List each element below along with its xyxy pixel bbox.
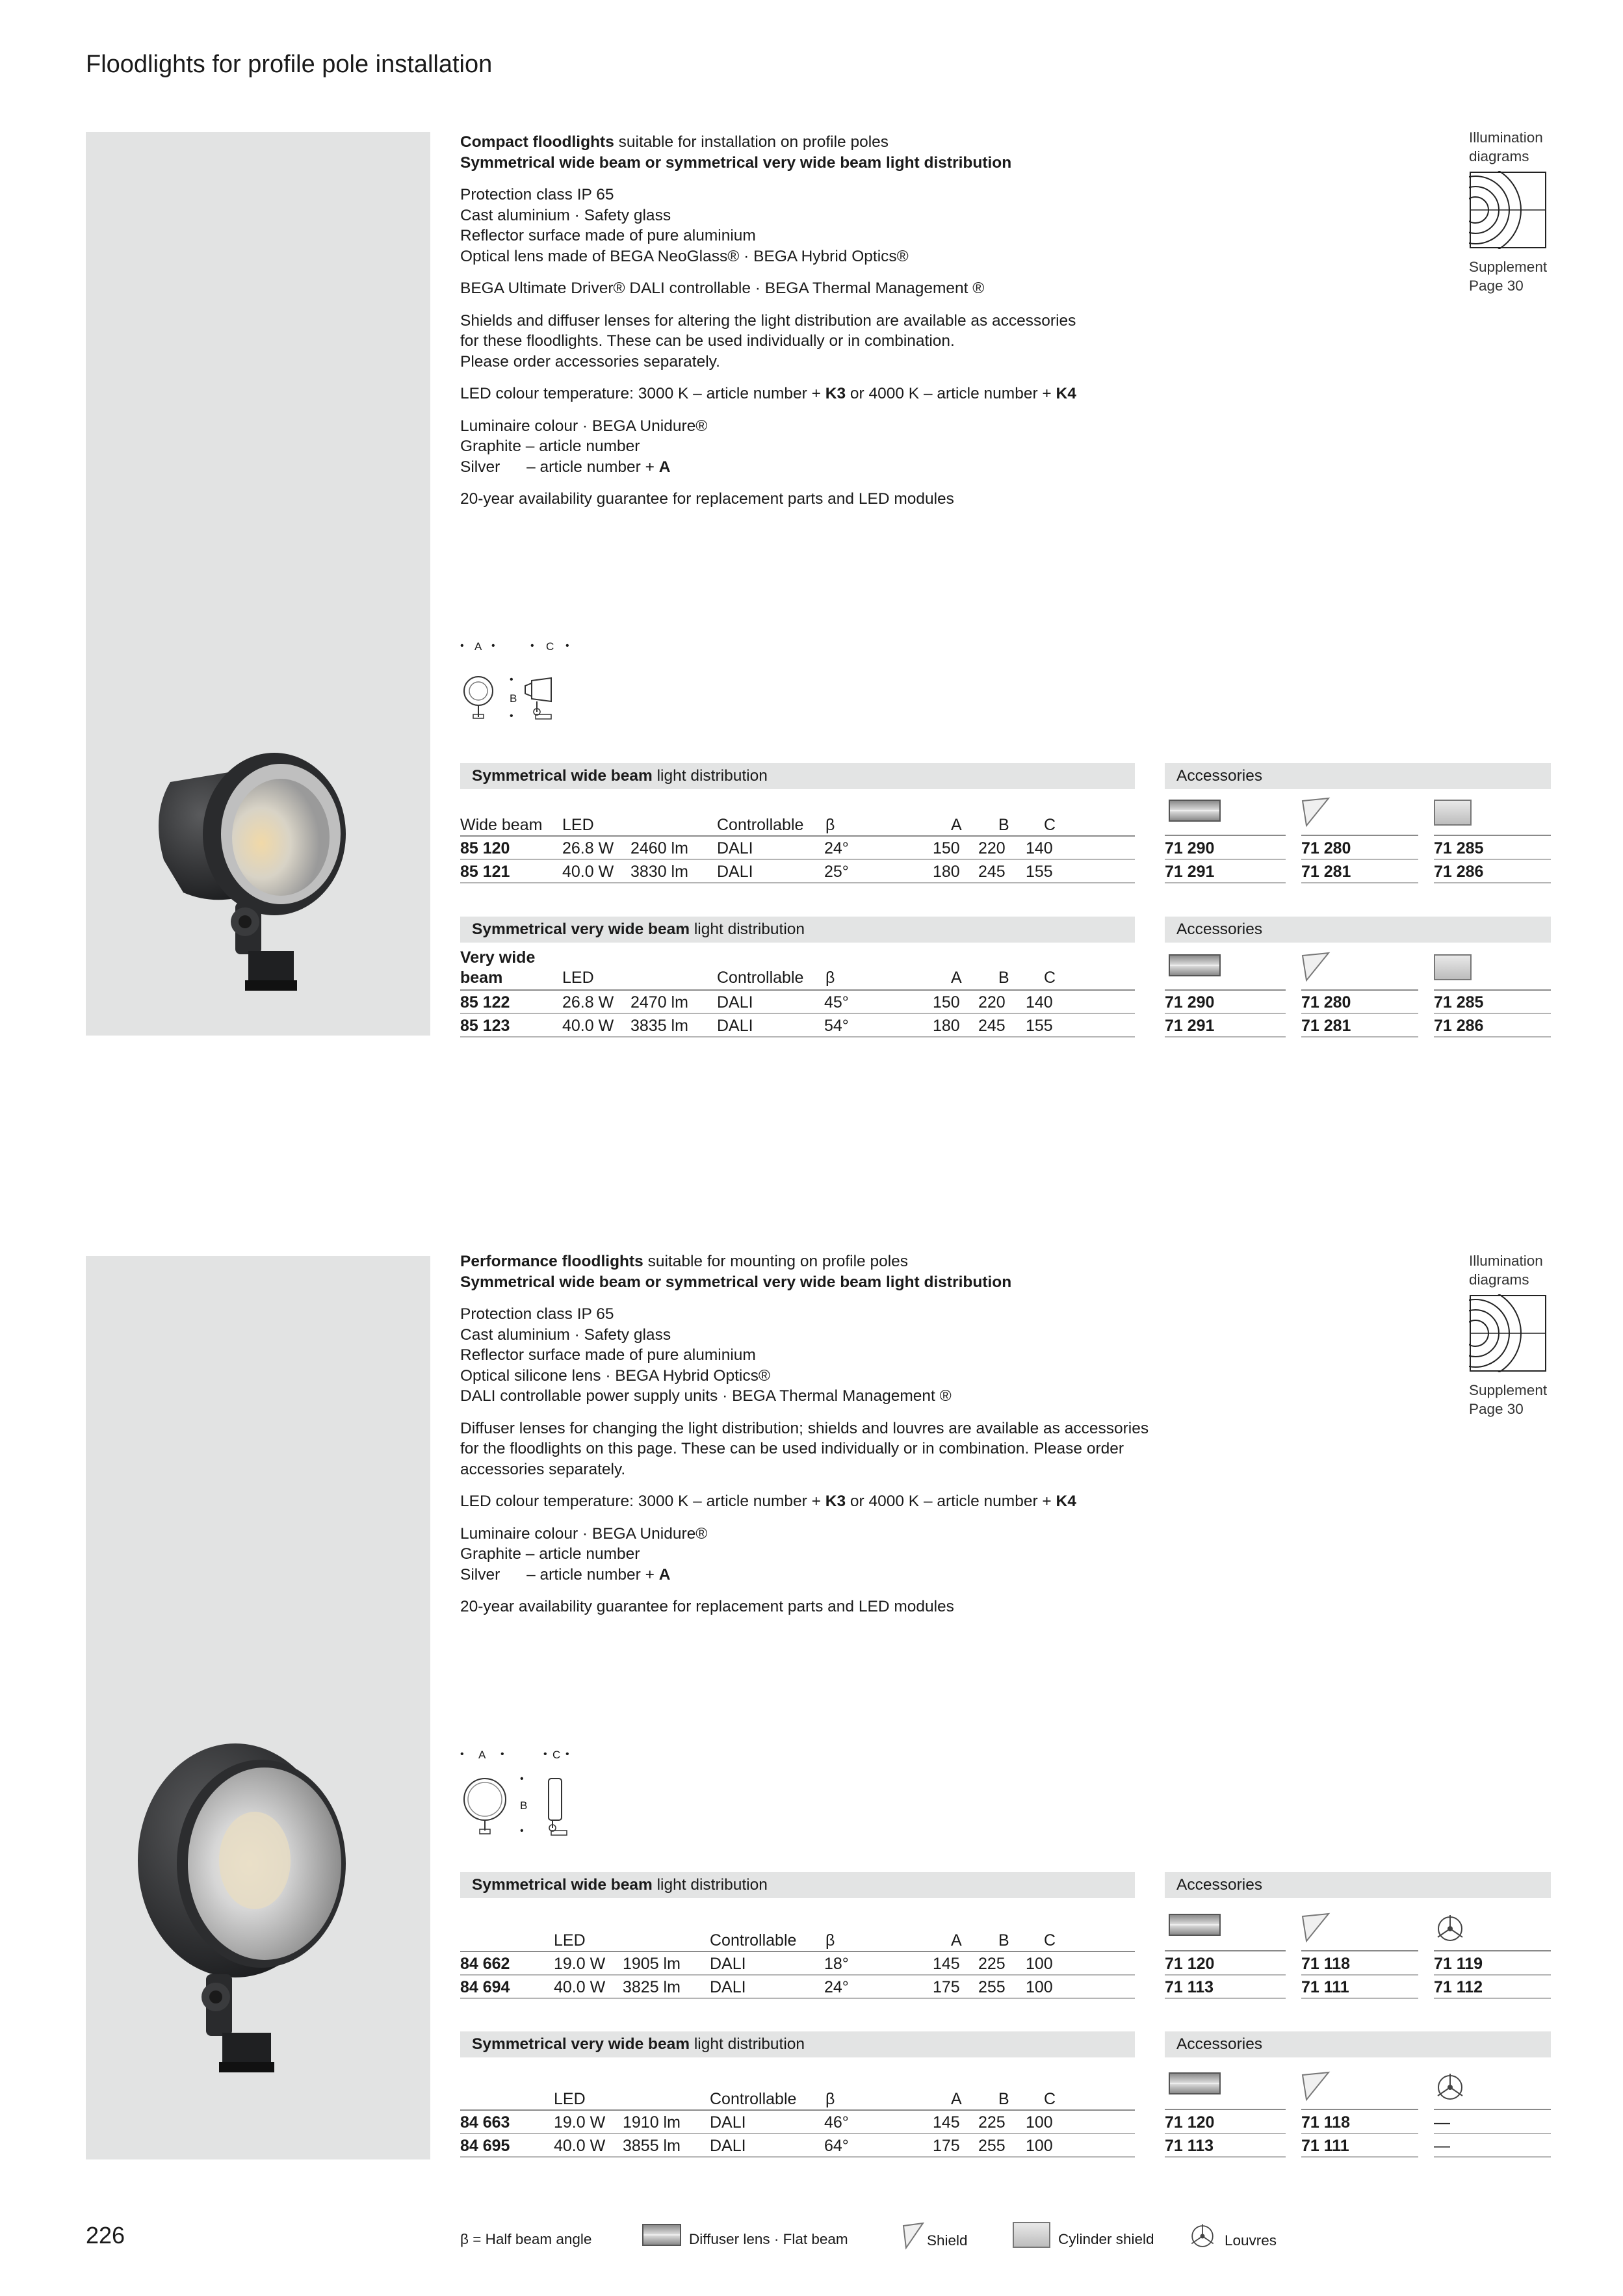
legend-shield: Shield: [902, 2222, 968, 2250]
table-row: 71 111: [1301, 2135, 1418, 2158]
table-row: 71 120: [1165, 2111, 1286, 2134]
performance-intro: [460, 1251, 1240, 1629]
compact-wide-header-row: Wide beam LED Controllable β A B C: [460, 814, 1135, 837]
illumination-diagrams-performance: Illumination diagrams Supplement Page 30: [1469, 1251, 1566, 1418]
compact-very-wide-accessory-icons: [1165, 949, 1551, 991]
performance-very-wide-accessories-bar: Accessories: [1165, 2031, 1551, 2057]
diffuser-lens-icon: [1169, 2072, 1221, 2094]
performance-very-wide-accessory-icons: [1165, 2068, 1551, 2110]
legend-diffuser: Diffuser lens · Flat beam: [642, 2222, 848, 2248]
legend-beta: β = Half beam angle: [460, 2231, 592, 2247]
performance-floodlight-image: [86, 1256, 430, 2159]
product-photo-panel-compact: [86, 132, 430, 1036]
page-number: 226: [86, 2222, 125, 2249]
table-row: 71 281: [1301, 1015, 1418, 1037]
louvres-icon: [1434, 1912, 1466, 1945]
table-row: 85 120 26.8 W 2460 lm DALI 24° 150 220 140: [460, 837, 1135, 860]
compact-very-wide-accessories-bar: Accessories: [1165, 917, 1551, 943]
table-row: 71 281: [1301, 861, 1418, 883]
performance-heading: Performance floodlights suitable for mounting on profile poles Symmetrical wide beam or symmetrical very wide beam light distribution: [460, 1253, 1012, 1291]
compact-intro: [460, 132, 1240, 521]
compact-very-wide-header-row: Very wide beam LED Controllable β A B C: [460, 946, 1135, 991]
performance-dimension-drawing: [460, 1772, 590, 1844]
louvres-icon: [1188, 2222, 1217, 2250]
diffuser-lens-icon: [642, 2224, 681, 2246]
table-row: 71 286: [1434, 861, 1551, 883]
table-row: 71 280: [1301, 991, 1418, 1014]
table-row: 84 694 40.0 W 3825 lm DALI 24° 175 255 100: [460, 1976, 1135, 1999]
performance-specs: Protection class IP 65 Cast aluminium · Safety glass Reflector surface made of pure aluminium Optical silicone lens · BEGA Hybrid Optics® DALI controllable power supply units · BEGA Thermal Management ®: [460, 1305, 952, 1405]
shield-icon: [1301, 1912, 1331, 1944]
diffuser-lens-icon: [1169, 954, 1221, 976]
table-row: —: [1434, 2135, 1551, 2158]
cylinder-shield-icon: [1434, 800, 1472, 826]
performance-wide-accessory-icons: [1165, 1910, 1551, 1951]
compact-wide-beam-bar: Symmetrical wide beam light distribution: [460, 763, 1135, 789]
table-row: —: [1434, 2111, 1551, 2134]
shield-icon: [1301, 2071, 1331, 2102]
compact-wide-accessory-icons: [1165, 794, 1551, 836]
compact-subheading: Symmetrical wide beam or symmetrical very wide beam light distribution: [460, 153, 1012, 172]
performance-guarantee: 20-year availability guarantee for replacement parts and LED modules: [460, 1598, 954, 1615]
table-row: 71 290: [1165, 837, 1286, 860]
page-title: Floodlights for profile pole installation: [86, 51, 493, 78]
cylinder-shield-icon: [1434, 954, 1472, 980]
diffuser-lens-icon: [1169, 1914, 1221, 1936]
diffuser-lens-icon: [1169, 800, 1221, 822]
performance-wide-beam-bar: Symmetrical wide beam light distribution: [460, 1872, 1135, 1898]
compact-heading: Compact floodlights suitable for installation on profile poles Symmetrical wide beam or symmetrical very wide beam light distribution: [460, 133, 1012, 172]
illumination-diagram-icon: [1469, 171, 1547, 249]
compact-colour-temp: LED colour temperature: 3000 K – article number + K3 or 4000 K – article number + K4: [460, 385, 1076, 402]
table-row: 71 290: [1165, 991, 1286, 1014]
legend-cylinder-shield: Cylinder shield: [1013, 2222, 1154, 2248]
shield-icon: [1301, 797, 1331, 828]
table-row: 71 113: [1165, 1976, 1286, 1999]
table-row: 71 119: [1434, 1953, 1551, 1976]
performance-luminaire-colour: Luminaire colour · BEGA Unidure® Graphite – article number Silver – article number + A: [460, 1524, 708, 1584]
compact-luminaire-colour: Luminaire colour · BEGA Unidure® Graphite – article number Silver – article number + A: [460, 417, 708, 476]
compact-dimension-sketch: • A • • C • • B •: [460, 640, 590, 738]
cylinder-shield-icon: [1013, 2222, 1050, 2248]
table-row: 71 280: [1301, 837, 1418, 860]
table-row: 84 695 40.0 W 3855 lm DALI 64° 175 255 100: [460, 2135, 1135, 2158]
performance-wide-header-row: LED Controllable β A B C: [460, 1929, 1135, 1952]
illumination-diagram-icon: [1469, 1294, 1547, 1372]
table-row: 71 120: [1165, 1953, 1286, 1976]
table-row: 71 286: [1434, 1015, 1551, 1037]
performance-colour-temp: LED colour temperature: 3000 K – article number + K3 or 4000 K – article number + K4: [460, 1493, 1076, 1510]
table-row: 85 121 40.0 W 3830 lm DALI 25° 180 245 155: [460, 861, 1135, 883]
compact-dimension-drawing: [460, 666, 590, 738]
table-row: 85 122 26.8 W 2470 lm DALI 45° 150 220 140: [460, 991, 1135, 1014]
table-row: 85 123 40.0 W 3835 lm DALI 54° 180 245 155: [460, 1015, 1135, 1037]
performance-very-wide-header-row: LED Controllable β A B C: [460, 2088, 1135, 2111]
legend: [460, 2222, 1565, 2254]
table-row: 84 663 19.0 W 1910 lm DALI 46° 145 225 100: [460, 2111, 1135, 2134]
compact-very-wide-beam-bar: Symmetrical very wide beam light distribution: [460, 917, 1135, 943]
compact-floodlight-image: [86, 132, 430, 1036]
performance-very-wide-beam-bar: Symmetrical very wide beam light distribution: [460, 2031, 1135, 2057]
table-row: 71 112: [1434, 1976, 1551, 1999]
table-row: 71 285: [1434, 837, 1551, 860]
compact-shields-note: Shields and diffuser lenses for altering the light distribution are available as accessories for these floodlights. These can be used individually or in combination. Please order accessories separately.: [460, 311, 1076, 371]
shield-icon: [1301, 952, 1331, 983]
table-row: 71 118: [1301, 1953, 1418, 1976]
louvres-icon: [1434, 2071, 1466, 2104]
legend-louvres: Louvres: [1188, 2222, 1277, 2250]
compact-wide-accessories-bar: Accessories: [1165, 763, 1551, 789]
table-row: 71 118: [1301, 2111, 1418, 2134]
table-row: 71 111: [1301, 1976, 1418, 1999]
shield-icon: [902, 2222, 926, 2250]
table-row: 71 291: [1165, 1015, 1286, 1037]
performance-wide-accessories-bar: Accessories: [1165, 1872, 1551, 1898]
compact-specs: Protection class IP 65 Cast aluminium · Safety glass Reflector surface made of pure aluminium Optical lens made of BEGA NeoGlass® · BEGA Hybrid Optics®: [460, 186, 909, 265]
product-photo-panel-performance: [86, 1256, 430, 2159]
table-row: 71 291: [1165, 861, 1286, 883]
table-row: 71 285: [1434, 991, 1551, 1014]
compact-driver: BEGA Ultimate Driver® DALI controllable · BEGA Thermal Management ®: [460, 280, 985, 297]
performance-dimension-sketch: • A • • C • • B •: [460, 1749, 590, 1846]
table-row: 84 662 19.0 W 1905 lm DALI 18° 145 225 100: [460, 1953, 1135, 1976]
compact-guarantee: 20-year availability guarantee for replacement parts and LED modules: [460, 490, 954, 508]
performance-subheading: Symmetrical wide beam or symmetrical very wide beam light distribution: [460, 1273, 1012, 1291]
performance-diffuser-note: Diffuser lenses for changing the light distribution; shields and louvres are available as accessories for the floodlights on this page. These can be used individually or in combination. Please order accessories separately.: [460, 1419, 1149, 1478]
table-row: 71 113: [1165, 2135, 1286, 2158]
illumination-diagrams-compact: Illumination diagrams Supplement Page 30: [1469, 128, 1566, 295]
